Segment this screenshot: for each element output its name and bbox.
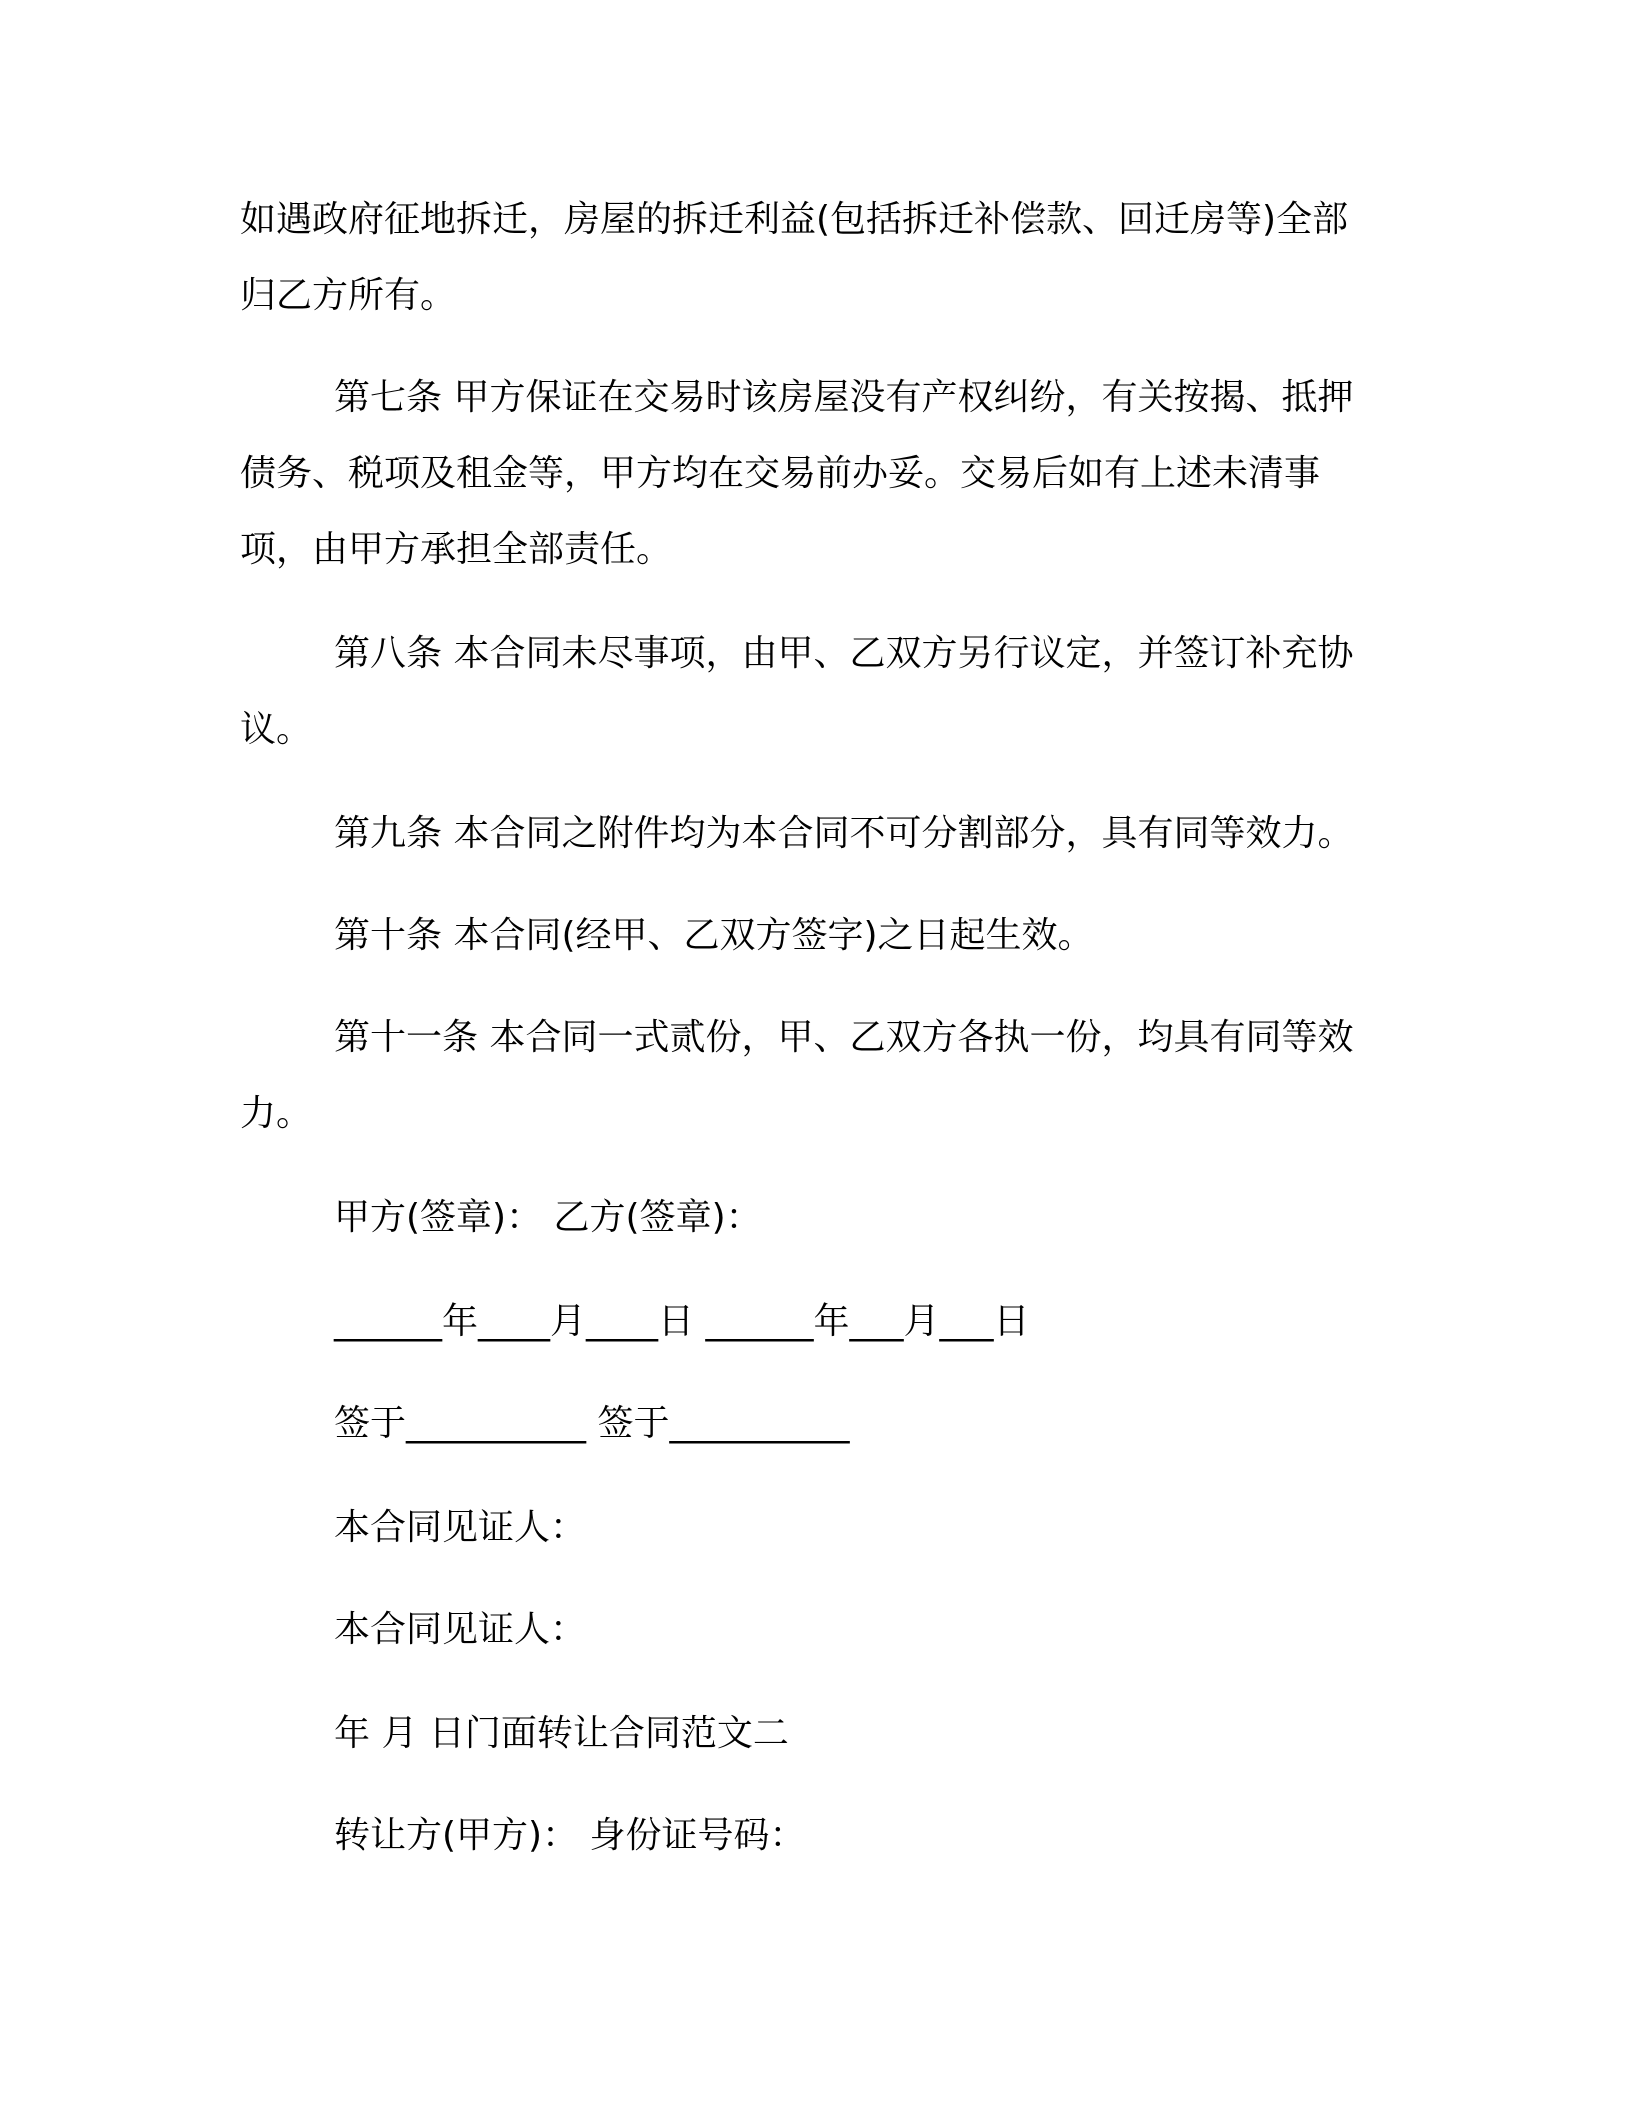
transferor-line: 转让方(甲方)： 身份证号码： xyxy=(334,1815,806,1856)
signature-dates: ______年____月____日 ______年___月___日 xyxy=(334,1301,1030,1342)
article-10: 第十条 本合同(经甲、乙双方签字)之日起生效。 xyxy=(334,915,1094,956)
article-9: 第九条 本合同之附件均为本合同不可分割部分，具有同等效力。 xyxy=(334,813,1354,854)
article-7-line-3: 项，由甲方承担全部责任。 xyxy=(240,529,673,570)
article-8-line-1: 第八条 本合同未尽事项，由甲、乙双方另行议定，并签订补充协 xyxy=(334,633,1354,674)
witness-line-1: 本合同见证人： xyxy=(334,1507,587,1548)
article-7-line-1: 第七条 甲方保证在交易时该房屋没有产权纠纷，有关按揭、抵押 xyxy=(334,377,1354,418)
article-7-line-2: 债务、税项及租金等，甲方均在交易前办妥。交易后如有上述未清事 xyxy=(240,453,1321,494)
witness-line-2: 本合同见证人： xyxy=(334,1609,587,1650)
article-11-line-1: 第十一条 本合同一式贰份，甲、乙双方各执一份，均具有同等效 xyxy=(334,1017,1354,1058)
text-line-1: 如遇政府征地拆迁，房屋的拆迁利益(包括拆迁补偿款、回迁房等)全部 xyxy=(240,199,1349,240)
article-11-line-2: 力。 xyxy=(240,1093,313,1134)
section-title-contract-2: 年 月 日门面转让合同范文二 xyxy=(334,1713,789,1754)
article-8-line-2: 议。 xyxy=(240,709,313,750)
text-line-2: 归乙方所有。 xyxy=(240,275,457,316)
signature-parties: 甲方(签章)： 乙方(签章)： xyxy=(334,1197,762,1238)
signature-places: 签于__________ 签于__________ xyxy=(334,1403,850,1444)
